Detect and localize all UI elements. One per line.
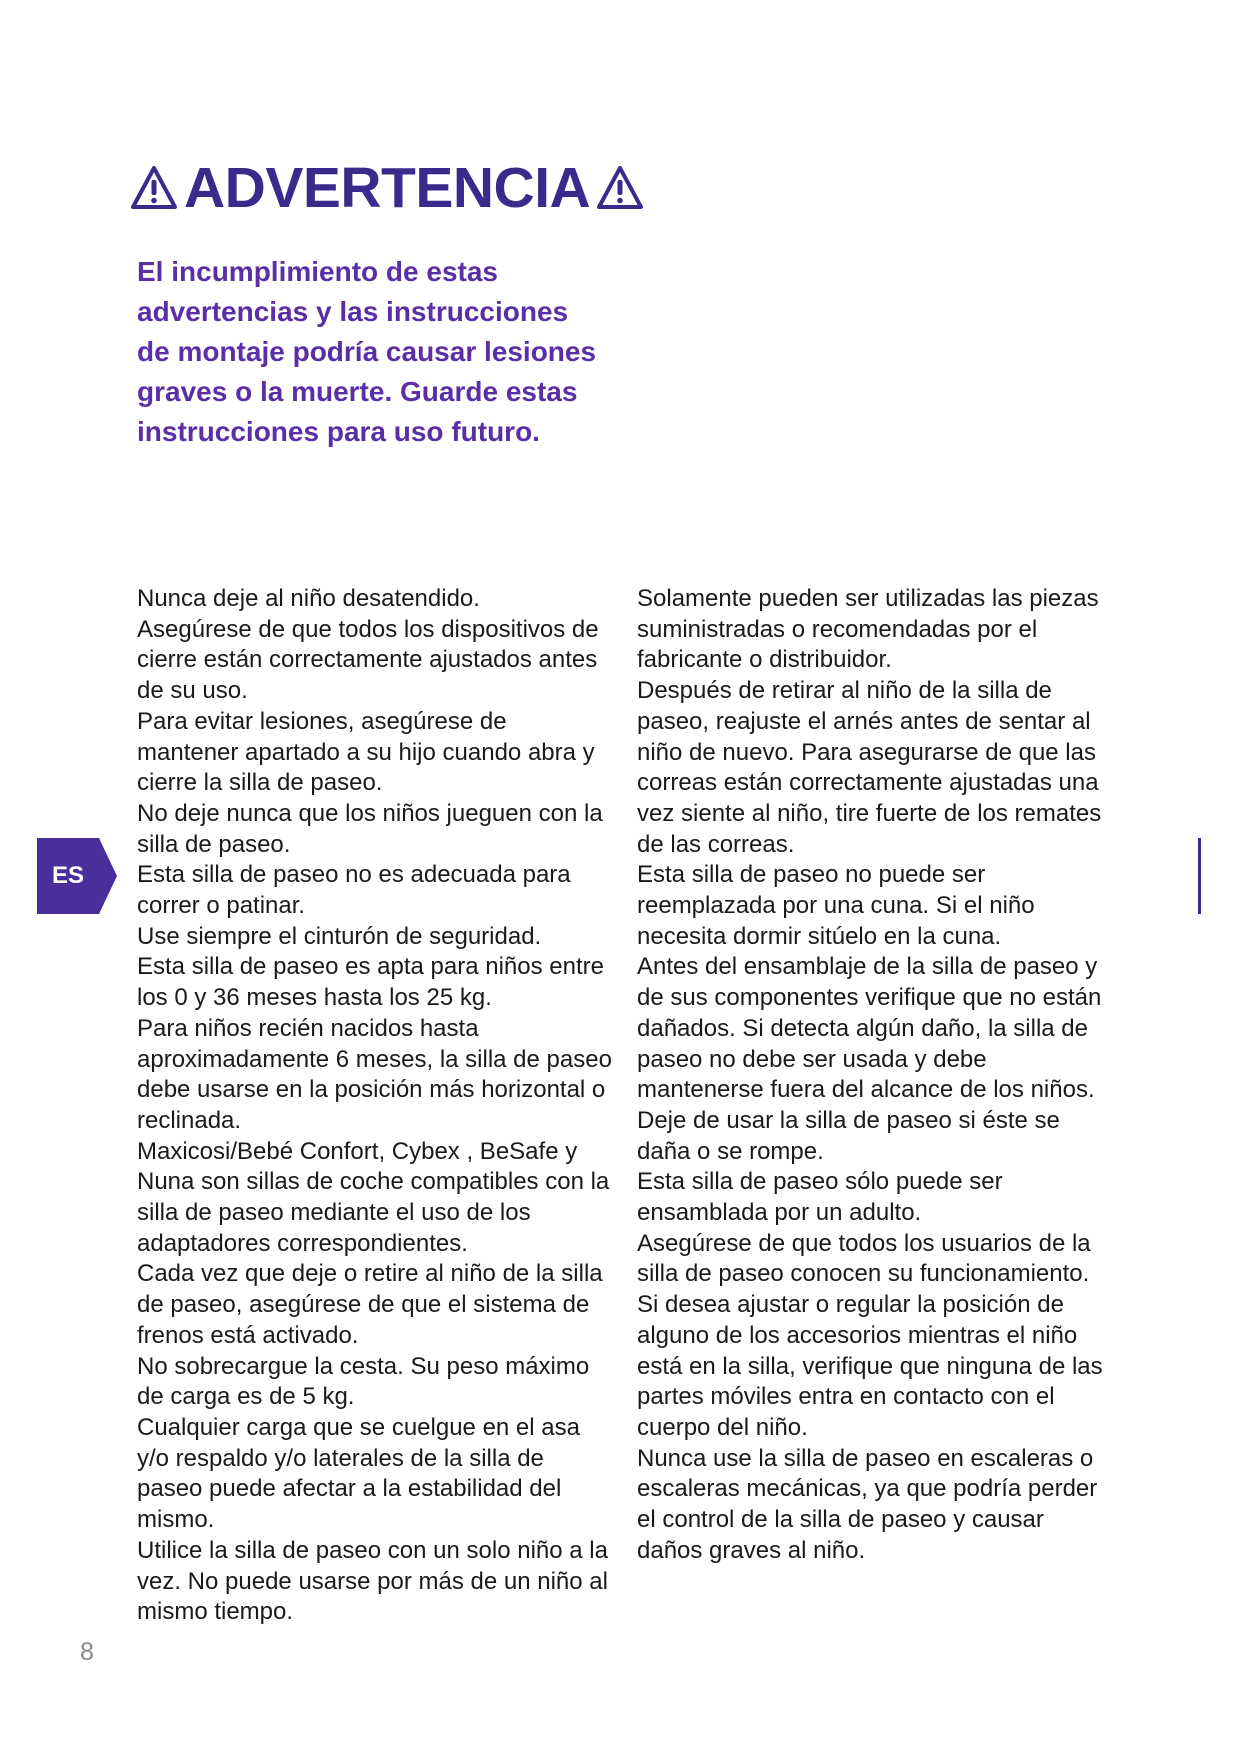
language-tab (37, 838, 117, 914)
page-title: ADVERTENCIA (184, 156, 591, 220)
right-column (637, 584, 1107, 1567)
warning-item: Esta silla de paseo es apta para niños entre los 0 y 36 meses hasta los 25 kg. (137, 953, 604, 1012)
warning-item: Use siempre el cinturón de seguridad. (137, 922, 542, 950)
warning-item: Esta silla de paseo sólo puede ser ensamblada por un adulto. (637, 1168, 1003, 1227)
warning-item: No sobrecargue la cesta. Su peso máximo de carga es de 5 kg. (137, 1352, 590, 1411)
warning-item: Asegúrese de que todos los usuarios de la silla de paseo conocen su funcionamiento. (637, 1229, 1091, 1288)
warning-item: Cualquier carga que se cuelgue en el asa y/o respaldo y/o laterales de la silla de paseo puede afectar a la estabilidad del mismo. (137, 1413, 580, 1534)
side-marker (1198, 838, 1201, 914)
warning-item: Para niños recién nacidos hasta aproximadamente 6 meses, la silla de paseo debe usarse en la posición más horizontal o reclinada. (137, 1014, 612, 1134)
left-column (137, 584, 612, 1628)
warning-item: Asegúrese de que todos los dispositivos de cierre están correctamente ajustados antes de su uso. (137, 615, 599, 705)
warning-item: Después de retirar al niño de la silla de paseo, reajuste el arnés antes de sentar al niño de nuevo. Para asegurarse de que las correas están correctamente ajustadas una vez siente al niño, tire fuerte de los remates de las correas. (637, 677, 1102, 858)
warning-item: Esta silla de paseo no es adecuada para correr o patinar. (137, 861, 571, 920)
page-number: 8 (80, 1638, 94, 1666)
warning-triangle-icon (130, 165, 178, 211)
warning-item: Nunca deje al niño desatendido. (137, 585, 480, 612)
intro-warning-text: El incumplimiento de estas advertencias y las instrucciones de montaje podría causar lesiones graves o la muerte. Guarde estas instrucciones para uso futuro. (137, 256, 597, 447)
warning-item: No deje nunca que los niños jueguen con la silla de paseo. (137, 799, 603, 858)
warning-item: Deje de usar la silla de paseo si éste se daña o se rompe. (637, 1106, 1060, 1165)
warning-item: Cada vez que deje o retire al niño de la silla de paseo, asegúrese de que el sistema de frenos está activado. (137, 1260, 603, 1349)
warning-item: Si desea ajustar o regular la posición de alguno de los accesorios mientras el niño está en la silla, verifique que ninguna de las partes móviles entra en contacto con el cuerpo del niño. (637, 1291, 1103, 1441)
warning-item: Utilice la silla de paseo con un solo niño a la vez. No puede usarse por más de un niño al mismo tiempo. (137, 1536, 608, 1626)
warning-item: Antes del ensamblaje de la silla de paseo y de sus componentes verifique que no están dañados. Si detecta algún daño, la silla de paseo no debe ser usada y debe mantenerse fuera del alcance de los niños. (637, 953, 1102, 1104)
warning-item: Maxicosi/Bebé Confort, Cybex , BeSafe y Nuna son sillas de coche compatibles con la silla de paseo mediante el uso de los adaptadores correspondientes. (137, 1137, 610, 1257)
warning-title (130, 158, 644, 218)
warning-item: Solamente pueden ser utilizadas las piezas suministradas o recomendadas por el fabricante o distribuidor. (637, 585, 1099, 674)
warning-item: Para evitar lesiones, asegúrese de mantener apartado a su hijo cuando abra y cierre la silla de paseo. (137, 707, 595, 797)
warning-item: Esta silla de paseo no puede ser reemplazada por una cuna. Si el niño necesita dormir sitúelo en la cuna. (637, 861, 1035, 950)
warning-triangle-icon (596, 165, 644, 211)
warning-item: Nunca use la silla de paseo en escaleras o escaleras mecánicas, ya que podría perder el control de la silla de paseo y causar daños graves al niño. (637, 1444, 1098, 1564)
language-label: ES (51, 862, 84, 889)
